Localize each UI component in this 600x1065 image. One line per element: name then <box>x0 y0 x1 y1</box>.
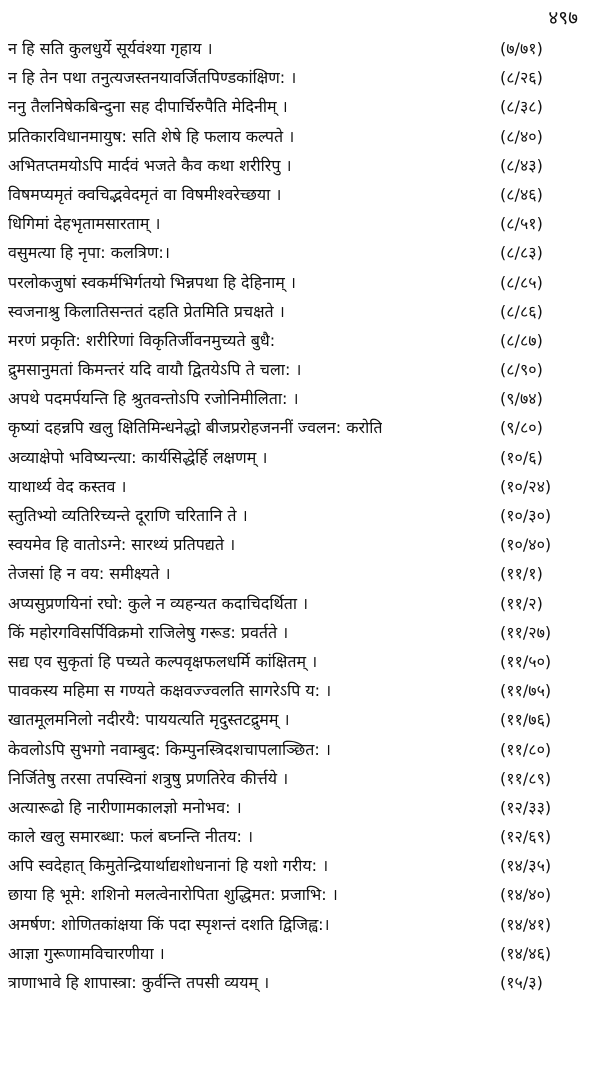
verse-reference: (१४/३५) <box>500 856 552 876</box>
verse-reference: (१२/३३) <box>500 797 552 817</box>
verse-text: आज्ञा गुरूणामविचारणीया । <box>8 943 165 963</box>
verse-line <box>8 297 590 326</box>
verse-reference: (७/७१) <box>500 39 543 58</box>
verse-reference: (९/८०) <box>500 418 543 438</box>
verse-reference: (८/९०) <box>500 360 543 380</box>
verse-text: अपि स्वदेहात् किमुतेन्द्रियार्थाद्यशोधनानां हि यशो गरीय: । <box>8 856 329 876</box>
verse-reference: (१४/४६) <box>500 943 552 963</box>
verse-text: निर्जितेषु तरसा तपस्विनां शत्रुषु प्रणतिरेव कीर्त्तये । <box>8 768 289 788</box>
verse-line <box>8 705 590 734</box>
verse-reference: (११/८०) <box>500 739 552 759</box>
verse-text: अभितप्तमयोऽपि मार्दवं भजते कैव कथा शरीरिपु । <box>8 155 292 175</box>
verse-text: अपथे पदमर्पयन्ति हि श्रुतवन्तोऽपि रजोनिमीलिता: । <box>8 389 299 409</box>
verse-text: प्रतिकारविधानमायुष: सति शेषे हि फलाय कल्पते । <box>8 126 295 146</box>
verse-line <box>8 589 590 618</box>
verse-text: छाया हि भूमे: शशिनो मलत्वेनारोपिता शुद्धिमत: प्रजाभि: । <box>8 885 338 905</box>
verse-reference: (१४/४१) <box>500 914 552 934</box>
verse-line <box>8 647 590 676</box>
verse-text: अव्याक्षेपो भविष्यन्त्या: कार्यसिद्धेर्हि लक्षणम् । <box>8 447 268 467</box>
verse-text: अमर्षण: शोणितकांक्षया किं पदा स्पृशन्तं दशति द्विजिह्व:। <box>8 914 330 934</box>
verse-reference: (९/७४) <box>500 389 543 409</box>
verse-reference: (१०/२४) <box>500 476 552 496</box>
verse-reference: (८/८५) <box>500 272 543 292</box>
verse-list <box>8 34 590 997</box>
verse-line <box>8 764 590 793</box>
verse-line <box>8 384 590 413</box>
verse-text: मरणं प्रकृति: शरीरिणां विकृतिर्जीवनमुच्यते बुधै: <box>8 330 276 350</box>
verse-reference: (८/४०) <box>500 126 543 146</box>
verse-reference: (११/१) <box>500 564 543 584</box>
verse-reference: (१२/६९) <box>500 827 552 847</box>
verse-reference: (११/५०) <box>500 651 552 671</box>
verse-line <box>8 618 590 647</box>
verse-line <box>8 238 590 267</box>
verse-reference: (८/३८) <box>500 97 543 117</box>
verse-text: तेजसां हि न वय: समीक्ष्यते । <box>8 564 171 584</box>
verse-reference: (११/७६) <box>500 710 552 730</box>
verse-reference: (१०/३०) <box>500 506 552 525</box>
page-number: ४९७ <box>548 7 578 29</box>
verse-reference: (१५/३) <box>500 973 543 992</box>
verse-line <box>8 151 590 180</box>
verse-text: अप्यसुप्रणयिनां रघो: कुले न व्यहन्यत कदाचिदर्थिता । <box>8 593 309 613</box>
verse-line <box>8 268 590 297</box>
verse-text: त्राणाभावे हि शापास्त्रा: कुर्वन्ति तपसी व्ययम् । <box>8 973 270 992</box>
verse-line <box>8 63 590 92</box>
verse-text: विषमप्यमृतं क्वचिद्भवेदमृतं वा विषमीश्वरेच्छया । <box>8 184 282 204</box>
verse-reference: (१०/४०) <box>500 535 552 555</box>
verse-line <box>8 735 590 764</box>
verse-reference: (८/४६) <box>500 184 543 204</box>
verse-line <box>8 443 590 472</box>
verse-line <box>8 793 590 822</box>
verse-text: सद्य एव सुकृतां हि पच्यते कल्पवृक्षफलधर्मि कांक्षितम् । <box>8 651 318 671</box>
verse-text: किं महोरगविसर्पिविक्रमो राजिलेषु गरूड: प्रवर्तते । <box>8 622 289 642</box>
verse-reference: (८/५१) <box>500 214 543 234</box>
verse-text: परलोकजुषां स्वकर्मभिर्गतयो भिन्नपथा हि देहिनाम् । <box>8 272 296 292</box>
verse-line <box>8 180 590 209</box>
verse-text: न हि सति कुलधुर्ये सूर्यवंश्या गृहाय । <box>8 39 213 58</box>
verse-text: स्वयमेव हि वातोऽग्ने: सारथ्यं प्रतिपद्यते । <box>8 535 236 555</box>
verse-reference: (८/८३) <box>500 243 543 263</box>
verse-line <box>8 530 590 559</box>
verse-text: ननु तैलनिषेकबिन्दुना सह दीपार्चिरुपैति मेदिनीम् । <box>8 97 288 117</box>
verse-text: वसुमत्या हि नृपा: कलत्रिण:। <box>8 243 170 263</box>
verse-text: याथार्थ्य वेद कस्तव । <box>8 476 127 496</box>
verse-text: स्तुतिभ्यो व्यतिरिच्यन्ते दूराणि चरितानि ते । <box>8 506 248 525</box>
verse-reference: (११/७५) <box>500 681 552 701</box>
verse-line <box>8 355 590 384</box>
verse-text: काले खलु समारब्धा: फलं बघ्नन्ति नीतय: । <box>8 827 254 847</box>
verse-line <box>8 209 590 238</box>
verse-line <box>8 676 590 705</box>
verse-reference: (१०/६) <box>500 447 543 467</box>
verse-line <box>8 34 590 63</box>
verse-text: कृष्यां दहन्नपि खलु क्षितिमिन्धनेद्धो बीजप्ररोहजननीं ज्वलन: करोति <box>8 418 383 438</box>
verse-text: स्वजनाश्रु किलातिसन्ततं दहति प्रेतमिति प्रचक्षते । <box>8 301 285 321</box>
verse-text: अत्यारूढो हि नारीणामकालज्ञो मनोभव: । <box>8 797 242 817</box>
verse-line <box>8 851 590 880</box>
verse-line <box>8 968 590 997</box>
verse-line <box>8 326 590 355</box>
verse-reference: (१४/४०) <box>500 885 552 905</box>
verse-reference: (११/२७) <box>500 622 552 642</box>
verse-line <box>8 122 590 151</box>
verse-text: द्रुमसानुमतां किमन्तरं यदि वायौ द्वितयेऽपि ते चला: । <box>8 360 302 380</box>
verse-line <box>8 501 590 530</box>
verse-reference: (८/४३) <box>500 155 543 175</box>
verse-text: पावकस्य महिमा स गण्यते कक्षवज्ज्वलति सागरेऽपि य: । <box>8 681 332 701</box>
verse-line <box>8 92 590 121</box>
verse-line <box>8 559 590 588</box>
verse-reference: (८/२६) <box>500 68 543 88</box>
verse-line <box>8 880 590 909</box>
verse-text: धिगिमां देहभृतामसारताम् । <box>8 214 161 234</box>
verse-line <box>8 413 590 442</box>
verse-text: न हि तेन पथा तनुत्यजस्तनयावर्जितपिण्डकांक्षिण: । <box>8 68 297 88</box>
verse-line <box>8 939 590 968</box>
verse-line <box>8 472 590 501</box>
verse-reference: (११/८९) <box>500 768 552 788</box>
verse-line <box>8 910 590 939</box>
verse-line <box>8 822 590 851</box>
verse-text: केवलोऽपि सुभगो नवाम्बुद: किम्पुनस्त्रिदशचापलाञ्छित: । <box>8 739 331 759</box>
verse-text: खातमूलमनिलो नदीरयै: पाययत्यति मृदुस्तटद्रुमम् । <box>8 710 290 730</box>
verse-reference: (८/८६) <box>500 301 543 321</box>
verse-reference: (८/८७) <box>500 330 543 350</box>
verse-reference: (११/२) <box>500 593 543 613</box>
